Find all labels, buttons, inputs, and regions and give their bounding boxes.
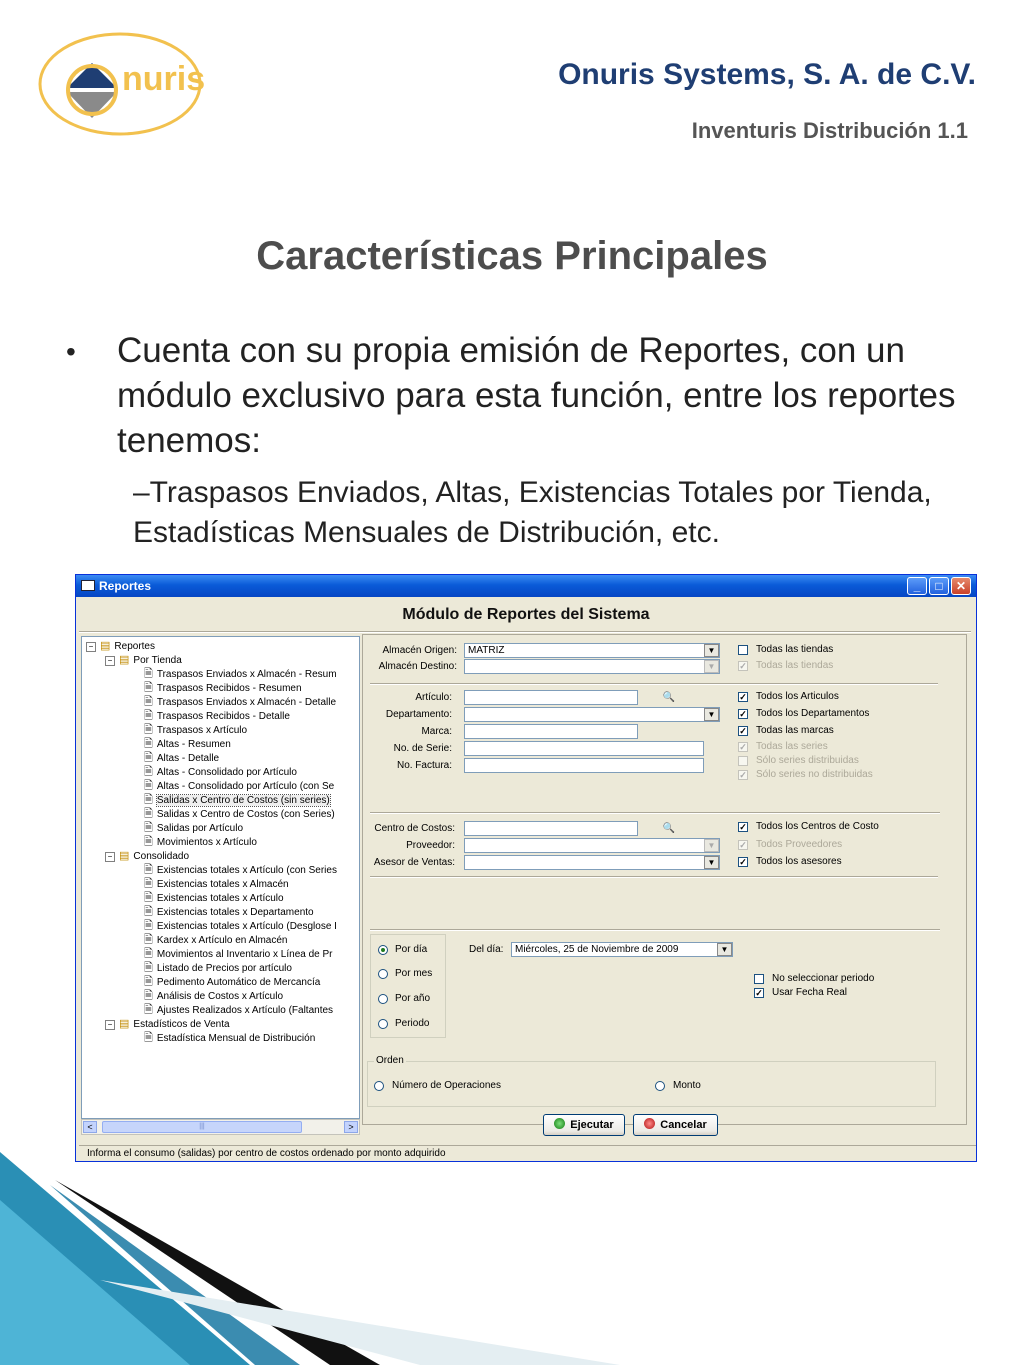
todos-asesores-label: Todos los asesores <box>756 856 842 867</box>
tree-item[interactable]: 🗎 Traspasos Recibidos - Resumen <box>144 682 302 694</box>
por-mes-label: Por mes <box>395 968 433 979</box>
scroll-grip: ||| <box>199 1123 205 1130</box>
asesor-label: Asesor de Ventas: <box>373 857 455 868</box>
todas-tiendas-destino-checkbox: ✓ <box>739 661 747 671</box>
tree-item[interactable]: 🗎 Traspasos Recibidos - Detalle <box>144 710 290 722</box>
document-icon: 🗎 <box>144 920 153 932</box>
no-periodo-checkbox[interactable] <box>754 974 764 984</box>
articulo-label: Artículo: <box>415 692 452 703</box>
ejecutar-button[interactable]: Ejecutar <box>543 1114 625 1136</box>
monto-label: Monto <box>673 1080 701 1091</box>
tree-item[interactable]: 🗎 Altas - Consolidado por Artículo <box>144 766 297 778</box>
no-serie-input[interactable] <box>464 741 704 756</box>
chevron-down-icon[interactable]: ▼ <box>704 708 719 721</box>
todas-tiendas-checkbox[interactable] <box>738 645 748 655</box>
chevron-down-icon[interactable]: ▼ <box>717 943 732 956</box>
document-icon: 🗎 <box>144 668 153 680</box>
todos-articulos-label: Todos los Articulos <box>756 691 839 702</box>
close-button[interactable]: ✕ <box>951 577 971 595</box>
tree-item-selected[interactable]: 🗎 Salidas x Centro de Costos (sin series) <box>144 794 330 806</box>
header-divider <box>79 631 971 633</box>
todos-centros-checkbox[interactable]: ✓ <box>739 822 747 832</box>
document-icon: 🗎 <box>144 864 153 876</box>
cancel-icon <box>644 1118 655 1129</box>
document-icon: 🗎 <box>144 780 153 792</box>
scroll-right-button[interactable]: > <box>344 1121 358 1133</box>
document-icon: 🗎 <box>144 962 153 974</box>
periodo-radio[interactable] <box>378 1019 388 1029</box>
tree-item[interactable]: 🗎 Existencias totales x Almacén <box>144 878 289 890</box>
solo-distribuidas-label: Sólo series distribuidas <box>756 755 859 766</box>
por-dia-label: Por día <box>395 944 428 955</box>
no-factura-label: No. Factura: <box>396 760 452 771</box>
marca-input[interactable] <box>464 724 638 739</box>
todos-departamentos-checkbox[interactable]: ✓ <box>739 709 747 719</box>
run-icon <box>554 1118 565 1129</box>
section-divider <box>370 876 938 878</box>
marca-label: Marca: <box>421 726 452 737</box>
tree-item[interactable]: 🗎 Estadística Mensual de Distribución <box>144 1032 316 1044</box>
tree-item[interactable]: 🗎 Salidas por Artículo <box>144 822 244 834</box>
reports-tree[interactable] <box>81 636 360 1119</box>
section-divider <box>370 929 940 931</box>
numero-operaciones-label: Número de Operaciones <box>392 1080 501 1091</box>
por-ano-radio[interactable] <box>378 994 388 1004</box>
document-icon: 🗎 <box>144 892 153 904</box>
scroll-left-button[interactable]: < <box>83 1121 97 1133</box>
monto-radio[interactable] <box>655 1081 665 1091</box>
proveedor-label: Proveedor: <box>406 840 455 851</box>
tree-item[interactable]: 🗎 Altas - Resumen <box>144 738 231 750</box>
departamento-select[interactable] <box>464 707 720 722</box>
todas-tiendas-destino-label: Todas las tiendas <box>756 660 834 671</box>
tree-item[interactable]: 🗎 Movimientos x Artículo <box>144 836 257 848</box>
no-periodo-label: No seleccionar periodo <box>772 973 875 984</box>
window-title: Reportes <box>99 579 152 593</box>
todas-tiendas-label: Todas las tiendas <box>756 644 834 655</box>
document-icon: 🗎 <box>144 836 153 848</box>
tree-item[interactable]: 🗎 Existencias totales x Artículo <box>144 892 284 904</box>
document-icon: 🗎 <box>144 906 153 918</box>
solo-no-distribuidas-label: Sólo series no distribuidas <box>756 769 873 780</box>
document-icon: 🗎 <box>144 990 153 1002</box>
folder-icon: ▤ <box>119 1018 130 1030</box>
todas-marcas-label: Todas las marcas <box>756 725 834 736</box>
centro-costos-input[interactable] <box>464 821 638 836</box>
del-dia-label: Del día: <box>469 944 504 955</box>
todos-centros-label: Todos los Centros de Costo <box>756 821 879 832</box>
por-dia-radio[interactable] <box>378 945 388 955</box>
document-icon: 🗎 <box>144 1004 153 1016</box>
por-ano-label: Por año <box>395 993 431 1004</box>
tree-item[interactable]: 🗎 Altas - Consolidado por Artículo (con Se <box>144 780 335 792</box>
almacen-destino-label: Almacén Destino: <box>378 661 457 672</box>
document-icon: 🗎 <box>144 766 153 778</box>
almacen-origen-label: Almacén Origen: <box>382 645 457 656</box>
tree-item[interactable]: 🗎 Ajustes Realizados x Artículo (Faltantes <box>144 1004 334 1016</box>
tree-item[interactable]: 🗎 Movimientos al Inventario x Línea de Pr <box>144 948 333 960</box>
bullet-marker: • <box>66 336 76 367</box>
document-icon: 🗎 <box>144 1032 153 1044</box>
todas-series-checkbox: ✓ <box>739 742 747 752</box>
tree-group[interactable]: − ▤ Por Tienda <box>105 654 182 667</box>
document-icon: 🗎 <box>144 724 153 736</box>
todas-series-label: Todas las series <box>756 741 828 752</box>
chevron-down-icon[interactable]: ▼ <box>704 660 719 673</box>
almacen-origen-select[interactable]: MATRIZ <box>464 643 720 658</box>
slide-corner-decoration <box>0 1150 1024 1365</box>
document-icon: 🗎 <box>144 710 153 722</box>
chevron-down-icon[interactable]: ▼ <box>704 856 719 869</box>
almacen-destino-select[interactable] <box>464 659 720 674</box>
search-centro-costos-icon[interactable]: 🔍 <box>662 823 676 834</box>
tree-item[interactable]: 🗎 Altas - Detalle <box>144 752 220 764</box>
slide-title: Características Principales <box>256 234 768 278</box>
numero-operaciones-radio[interactable] <box>374 1081 384 1091</box>
maximize-button[interactable]: □ <box>929 577 949 595</box>
folder-icon: ▤ <box>119 850 130 862</box>
tree-item[interactable]: 🗎 Pedimento Automático de Mercancía <box>144 976 321 988</box>
chevron-down-icon[interactable]: ▼ <box>704 839 719 852</box>
orden-title: Orden <box>376 1055 404 1066</box>
tree-item[interactable]: 🗎 Traspasos Enviados x Almacén - Resum <box>144 668 337 680</box>
date-picker[interactable]: Miércoles, 25 de Noviembre de 2009 <box>511 942 733 957</box>
solo-no-distribuidas-checkbox: ✓ <box>739 770 747 780</box>
tree-root[interactable]: − ▤ Reportes <box>86 640 155 653</box>
solo-distribuidas-checkbox <box>738 756 748 766</box>
reportes-window <box>75 574 977 1162</box>
todos-proveedores-checkbox: ✓ <box>739 840 747 850</box>
document-icon: 🗎 <box>144 682 153 694</box>
tree-item[interactable]: 🗎 Existencias totales x Artículo (Desglose I <box>144 920 337 932</box>
document-icon: 🗎 <box>144 878 153 890</box>
document-icon: 🗎 <box>144 696 153 708</box>
minimize-button[interactable]: _ <box>907 577 927 595</box>
todos-asesores-checkbox[interactable]: ✓ <box>739 857 747 867</box>
tree-item[interactable]: 🗎 Análisis de Costos x Artículo <box>144 990 284 1002</box>
centro-costos-label: Centro de Costos: <box>374 823 455 834</box>
folder-icon: ▤ <box>119 654 130 666</box>
por-mes-radio[interactable] <box>378 969 388 979</box>
periodo-label: Periodo <box>395 1018 430 1029</box>
departamento-label: Departamento: <box>385 709 452 720</box>
tree-item[interactable]: 🗎 Kardex x Artículo en Almacén <box>144 934 288 946</box>
document-icon: 🗎 <box>144 948 153 960</box>
chevron-down-icon[interactable]: ▼ <box>704 644 719 657</box>
tree-horizontal-scrollbar[interactable] <box>81 1119 360 1135</box>
no-factura-input[interactable] <box>464 758 704 773</box>
asesor-select[interactable] <box>464 855 720 870</box>
document-icon: 🗎 <box>144 752 153 764</box>
document-icon: 🗎 <box>144 794 153 806</box>
document-icon: 🗎 <box>144 822 153 834</box>
tree-item[interactable]: 🗎 Traspasos Enviados x Almacén - Detalle <box>144 696 337 708</box>
company-name: Onuris Systems, S. A. de C.V. <box>558 58 976 91</box>
todas-marcas-checkbox[interactable]: ✓ <box>739 726 747 736</box>
module-title: Módulo de Reportes del Sistema <box>402 606 650 623</box>
product-name: Inventuris Distribución 1.1 <box>691 118 968 143</box>
window-titlebar[interactable] <box>76 575 976 597</box>
section-divider <box>370 812 940 814</box>
collapse-icon[interactable]: − <box>105 656 115 666</box>
document-icon: 🗎 <box>144 808 153 820</box>
todos-proveedores-label: Todos Proveedores <box>756 839 843 850</box>
sub-bullet-text: –Traspasos Enviados, Altas, Existencias Totales por Tienda, Estadísticas Mensuales de Distribución, etc. <box>133 476 932 549</box>
document-icon: 🗎 <box>144 738 153 750</box>
tree-item[interactable]: 🗎 Existencias totales x Departamento <box>144 906 314 918</box>
svg-text:nuris: nuris <box>122 60 206 98</box>
collapse-icon[interactable]: − <box>105 852 115 862</box>
tree-item[interactable]: 🗎 Listado de Precios por artículo <box>144 962 292 974</box>
status-bar: Informa el consumo (salidas) por centro de costos ordenado por monto adquirido <box>79 1145 977 1162</box>
todos-articulos-checkbox[interactable]: ✓ <box>739 692 747 702</box>
collapse-icon[interactable]: − <box>105 1020 115 1030</box>
todos-departamentos-label: Todos los Departamentos <box>756 708 870 719</box>
fecha-real-label: Usar Fecha Real <box>772 987 848 998</box>
tree-item[interactable]: 🗎 Salidas x Centro de Costos (con Series) <box>144 808 335 820</box>
search-articulo-icon[interactable]: 🔍 <box>662 692 676 703</box>
folder-icon: ▤ <box>100 640 111 652</box>
scroll-thumb[interactable] <box>102 1121 302 1133</box>
document-icon: 🗎 <box>144 976 153 988</box>
tree-item[interactable]: 🗎 Existencias totales x Artículo (con Series <box>144 864 337 876</box>
proveedor-select[interactable] <box>464 838 720 853</box>
app-icon <box>81 580 95 591</box>
section-divider <box>370 683 938 685</box>
tree-item[interactable]: 🗎 Traspasos x Artículo <box>144 724 248 736</box>
tree-group[interactable]: − ▤ Estadísticos de Venta <box>105 1018 230 1031</box>
cancelar-button[interactable]: Cancelar <box>633 1114 718 1136</box>
bullet-text: Cuenta con su propia emisión de Reportes, con un módulo exclusivo para esta función, entre los reportes tenemos: <box>117 331 956 460</box>
no-serie-label: No. de Serie: <box>393 743 452 754</box>
collapse-icon[interactable]: − <box>86 642 96 652</box>
fecha-real-checkbox[interactable]: ✓ <box>755 988 763 998</box>
articulo-input[interactable] <box>464 690 638 705</box>
document-icon: 🗎 <box>144 934 153 946</box>
tree-group[interactable]: − ▤ Consolidado <box>105 850 189 863</box>
onuris-logo <box>35 28 210 140</box>
